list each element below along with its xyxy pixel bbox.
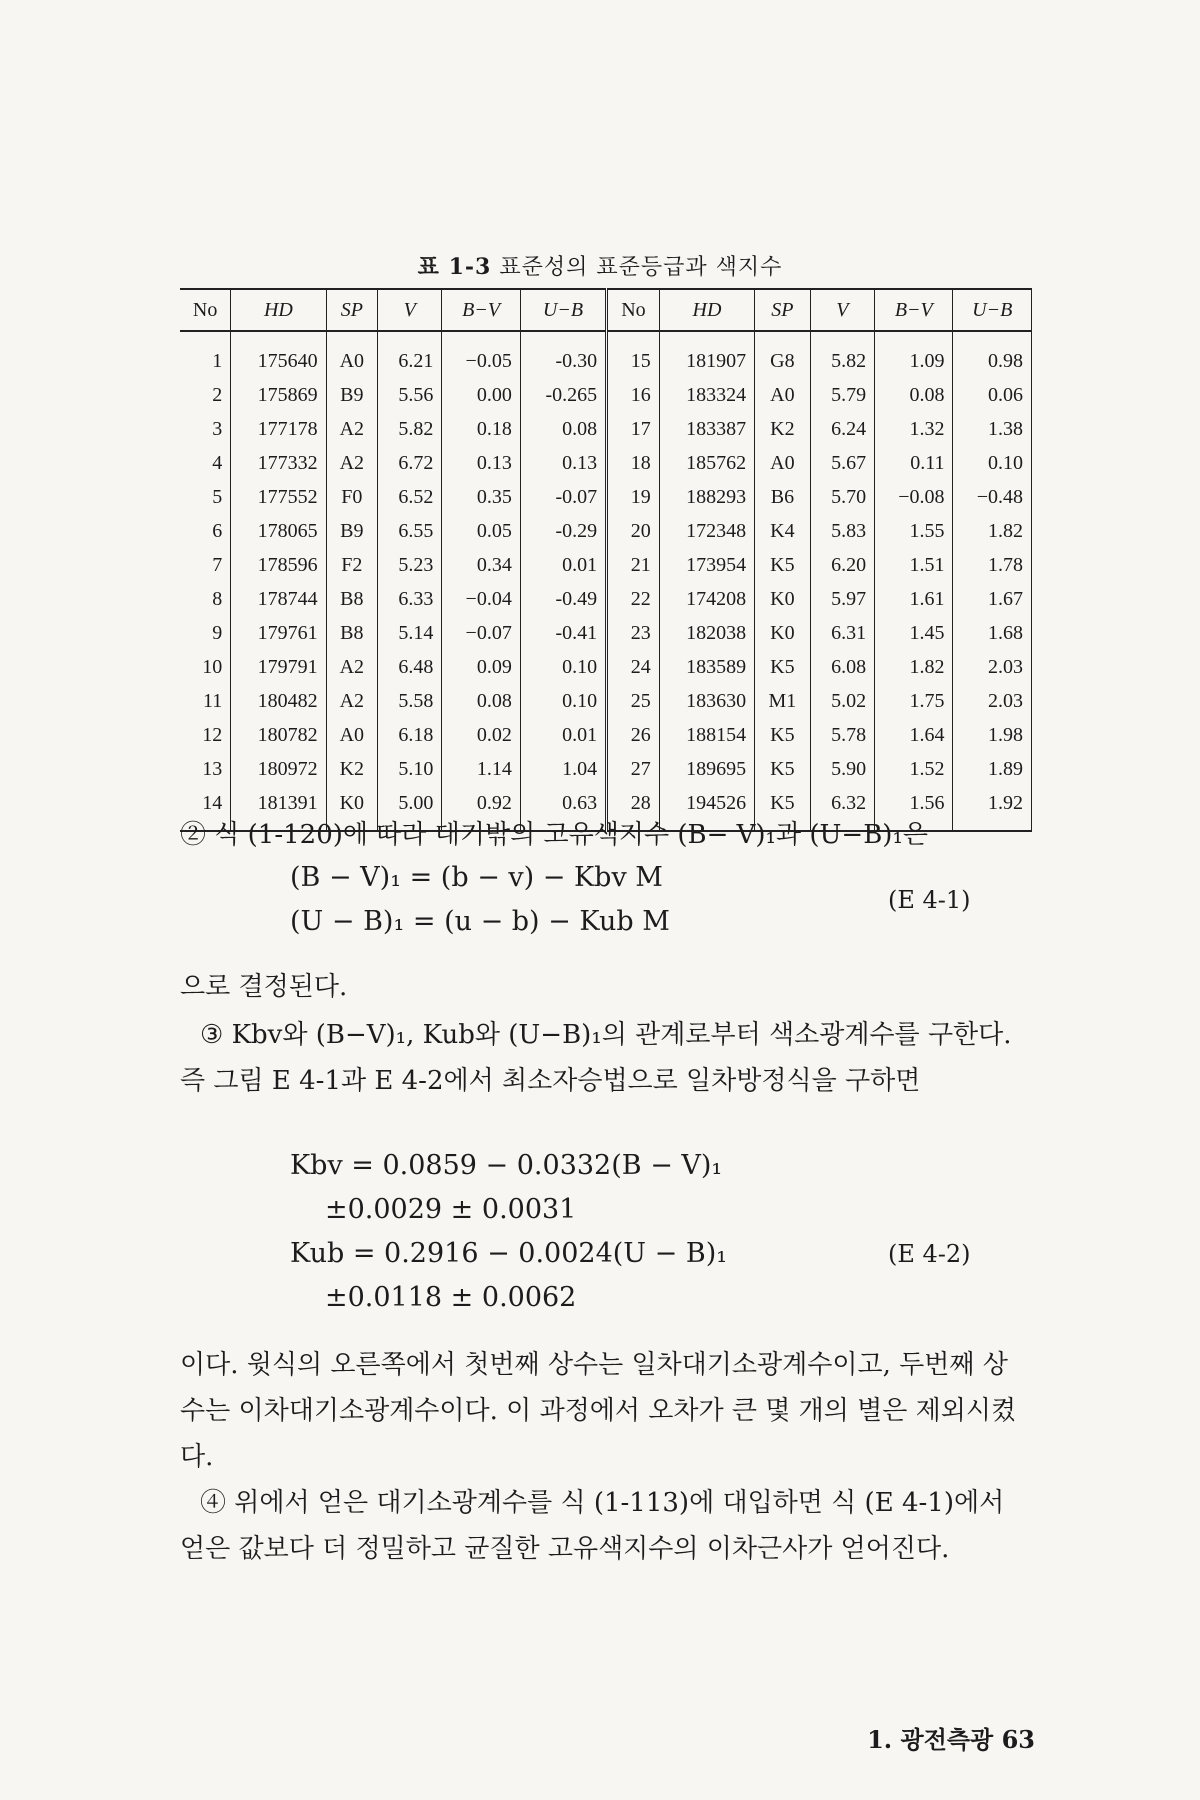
col-header: B−V xyxy=(442,289,520,331)
table-cell: 9 xyxy=(212,621,223,644)
table-cell: B9 xyxy=(326,514,377,548)
table-cell: 22 xyxy=(607,582,660,616)
table-row xyxy=(180,480,1032,514)
table-cell: 175869 xyxy=(231,378,326,412)
table-cell: 1.82 xyxy=(953,514,1032,548)
table-cell: 12 xyxy=(202,723,223,746)
table-cell: 6.55 xyxy=(378,514,442,548)
table-cell: 177332 xyxy=(231,446,326,480)
table-cell: A0 xyxy=(326,718,377,752)
standard-star-table xyxy=(180,288,1032,832)
table-cell: 5.90 xyxy=(810,752,874,786)
table-body xyxy=(180,331,1032,831)
table-cell: 172348 xyxy=(659,514,754,548)
table-row xyxy=(180,582,1032,616)
table-cell: 6.20 xyxy=(810,548,874,582)
table-cell: 1.82 xyxy=(875,650,953,684)
table-cell: -0.265 xyxy=(520,378,606,412)
table-cell: 183324 xyxy=(659,378,754,412)
table-cell: 0.34 xyxy=(442,548,520,582)
table-cell: 1.14 xyxy=(442,752,520,786)
table-row xyxy=(180,752,1032,786)
table-cell: K5 xyxy=(755,548,811,582)
step-2-end-text: 으로 결정된다. xyxy=(180,972,348,1002)
col-header: SP xyxy=(755,289,811,331)
table-cell: K0 xyxy=(755,616,811,650)
table-cell: 0.18 xyxy=(442,412,520,446)
table-cell: 0.13 xyxy=(520,446,606,480)
table-cell: 0.09 xyxy=(442,650,520,684)
table-cell: 5.79 xyxy=(810,378,874,412)
equation-e4-1-line2: (U − B)₁ = (u − b) − Kub M xyxy=(290,906,670,937)
equation-e4-2-line2: ±0.0029 ± 0.0031 xyxy=(325,1194,577,1225)
page-footer: 1. 광전측광 63 xyxy=(867,1725,1035,1754)
table-cell: A2 xyxy=(326,446,377,480)
table-cell: 179791 xyxy=(231,650,326,684)
table-cell: A0 xyxy=(326,331,377,378)
table-cell: 14 xyxy=(202,791,223,814)
table-cell: 2 xyxy=(212,383,223,406)
table-row xyxy=(180,331,1032,378)
col-header: SP xyxy=(326,289,377,331)
equation-e4-2-label: (E 4-2) xyxy=(888,1240,971,1268)
table-cell: 175640 xyxy=(231,331,326,378)
table-cell: 1.09 xyxy=(875,331,953,378)
table-cell: 5.97 xyxy=(810,582,874,616)
table-cell: 5.14 xyxy=(378,616,442,650)
col-header: V xyxy=(810,289,874,331)
table-cell: 1 xyxy=(212,349,223,372)
table-cell: B6 xyxy=(755,480,811,514)
table-cell: −0.07 xyxy=(442,616,520,650)
table-cell: 6.48 xyxy=(378,650,442,684)
table-row xyxy=(180,378,1032,412)
table-cell: F0 xyxy=(326,480,377,514)
table-cell: 183630 xyxy=(659,684,754,718)
table-caption-text: 표준성의 표준등급과 색지수 xyxy=(499,255,783,280)
equation-e4-1-line1: (B − V)₁ = (b − v) − Kbv M xyxy=(290,862,663,893)
table-cell: A2 xyxy=(326,650,377,684)
table-cell: 5.10 xyxy=(378,752,442,786)
table-cell: 0.35 xyxy=(442,480,520,514)
table-cell: 6.32 xyxy=(810,786,874,831)
table-cell: 179761 xyxy=(231,616,326,650)
paragraph-after-equation: 이다. 윗식의 오른쪽에서 첫번째 상수는 일차대기소광계수이고, 두번째 상수는 이차대기소광계수이다. 이 과정에서 오차가 큰 몇 개의 별은 제외시켰다. xyxy=(180,1350,1017,1472)
table-cell: 180482 xyxy=(231,684,326,718)
table-cell: 0.02 xyxy=(442,718,520,752)
table-cell: 1.55 xyxy=(875,514,953,548)
table-cell: 2.03 xyxy=(953,684,1032,718)
table-cell: 178744 xyxy=(231,582,326,616)
table-cell: 0.63 xyxy=(520,786,606,831)
table-cell: 0.08 xyxy=(520,412,606,446)
table-cell: A2 xyxy=(326,412,377,446)
table-cell: G8 xyxy=(755,331,811,378)
table-cell: 25 xyxy=(607,684,660,718)
table-cell: 1.32 xyxy=(875,412,953,446)
table-cell: 0.08 xyxy=(442,684,520,718)
table-cell: 5.83 xyxy=(810,514,874,548)
table-cell: K4 xyxy=(755,514,811,548)
table-cell: 1.78 xyxy=(953,548,1032,582)
table-cell: 4 xyxy=(212,451,223,474)
table-cell: 0.10 xyxy=(520,650,606,684)
table-cell: 10 xyxy=(202,655,223,678)
table-cell: 5 xyxy=(212,485,223,508)
table-cell: 8 xyxy=(212,587,223,610)
table-cell: 28 xyxy=(607,786,660,831)
table-cell: 1.52 xyxy=(875,752,953,786)
table-cell: 177178 xyxy=(231,412,326,446)
col-header: U−B xyxy=(520,289,606,331)
equation-e4-1-label: (E 4-1) xyxy=(888,886,971,914)
table-row xyxy=(180,412,1032,446)
step-4-text: ④ 위에서 얻은 대기소광계수를 식 (1-113)에 대입하면 식 (E 4-1)에서 얻은 값보다 더 정밀하고 균질한 고유색지수의 이차근사가 얻어진다. xyxy=(180,1488,1005,1564)
equation-e4-2-line1: Kbv = 0.0859 − 0.0332(B − V)₁ xyxy=(290,1150,723,1181)
table-cell: −0.08 xyxy=(875,480,953,514)
table-cell: -0.29 xyxy=(520,514,606,548)
table-cell: 1.51 xyxy=(875,548,953,582)
table-cell: K5 xyxy=(755,752,811,786)
table-cell: 0.10 xyxy=(953,446,1032,480)
table-cell: 0.01 xyxy=(520,548,606,582)
table-cell: 1.56 xyxy=(875,786,953,831)
table-cell: 15 xyxy=(607,331,660,378)
table-cell: 1.04 xyxy=(520,752,606,786)
table-cell: 1.98 xyxy=(953,718,1032,752)
table-cell: 177552 xyxy=(231,480,326,514)
table-cell: 1.45 xyxy=(875,616,953,650)
table-cell: 16 xyxy=(607,378,660,412)
table-row xyxy=(180,514,1032,548)
table-cell: 188154 xyxy=(659,718,754,752)
table-cell: 1.38 xyxy=(953,412,1032,446)
table-caption xyxy=(0,250,1200,281)
col-header: No xyxy=(607,289,660,331)
table-cell: A0 xyxy=(755,446,811,480)
table-cell: K5 xyxy=(755,786,811,831)
table-cell: 6.31 xyxy=(810,616,874,650)
table-cell: K5 xyxy=(755,718,811,752)
table-cell: 0.10 xyxy=(520,684,606,718)
table-cell: 7 xyxy=(212,553,223,576)
table-cell: 185762 xyxy=(659,446,754,480)
table-row xyxy=(180,650,1032,684)
table-cell: 181391 xyxy=(231,786,326,831)
table-cell: 5.02 xyxy=(810,684,874,718)
table-cell: K5 xyxy=(755,650,811,684)
table-cell: 0.01 xyxy=(520,718,606,752)
table-cell: 18 xyxy=(607,446,660,480)
table-cell: B8 xyxy=(326,582,377,616)
table-cell: 6.21 xyxy=(378,331,442,378)
table-cell: M1 xyxy=(755,684,811,718)
table-cell: 5.82 xyxy=(810,331,874,378)
table-cell: −0.48 xyxy=(953,480,1032,514)
table-cell: B8 xyxy=(326,616,377,650)
table-cell: 194526 xyxy=(659,786,754,831)
table-cell: -0.07 xyxy=(520,480,606,514)
table-cell: −0.05 xyxy=(442,331,520,378)
table-cell: 20 xyxy=(607,514,660,548)
table-cell: 17 xyxy=(607,412,660,446)
table-cell: 174208 xyxy=(659,582,754,616)
table-cell: 189695 xyxy=(659,752,754,786)
table-cell: 0.05 xyxy=(442,514,520,548)
table-cell: 173954 xyxy=(659,548,754,582)
table-cell: 0.11 xyxy=(875,446,953,480)
table-cell: 23 xyxy=(607,616,660,650)
table-cell: 5.58 xyxy=(378,684,442,718)
table-cell: 181907 xyxy=(659,331,754,378)
table-cell: 19 xyxy=(607,480,660,514)
table-cell: F2 xyxy=(326,548,377,582)
equation-e4-2-line4: ±0.0118 ± 0.0062 xyxy=(325,1282,577,1313)
table-cell: 0.08 xyxy=(875,378,953,412)
table-cell: A0 xyxy=(755,378,811,412)
table-cell: 182038 xyxy=(659,616,754,650)
table-cell: A2 xyxy=(326,684,377,718)
table-cell: K0 xyxy=(326,786,377,831)
table-cell: K0 xyxy=(755,582,811,616)
table-cell: 3 xyxy=(212,417,223,440)
col-header: U−B xyxy=(953,289,1032,331)
col-header: V xyxy=(378,289,442,331)
table-cell: 6.52 xyxy=(378,480,442,514)
table-cell: 0.00 xyxy=(442,378,520,412)
table-cell: -0.30 xyxy=(520,331,606,378)
table-cell: 6.24 xyxy=(810,412,874,446)
step-3-text: ③ Kbv와 (B−V)₁, Kub와 (U−B)₁의 관계로부터 색소광계수를 구한다. 즉 그림 E 4-1과 E 4-2에서 최소자승법으로 일차방정식을 구하면 xyxy=(180,1020,1012,1096)
table-row xyxy=(180,684,1032,718)
table-row xyxy=(180,446,1032,480)
step-2-text: ② 식 (1-120)에 따라 대기밖의 고유색지수 (B− V)₁과 (U−B)₁은 xyxy=(180,820,928,850)
table-cell: 1.75 xyxy=(875,684,953,718)
table-cell: 6.72 xyxy=(378,446,442,480)
table-cell: 6 xyxy=(212,519,223,542)
table-cell: 6.33 xyxy=(378,582,442,616)
equation-e4-2-line3: Kub = 0.2916 − 0.0024(U − B)₁ xyxy=(290,1238,728,1269)
table-cell: 178596 xyxy=(231,548,326,582)
table-caption-label: 표 1-3 xyxy=(417,254,492,280)
table-cell: 5.00 xyxy=(378,786,442,831)
table-cell: 188293 xyxy=(659,480,754,514)
table-cell: 6.08 xyxy=(810,650,874,684)
table-cell: 180972 xyxy=(231,752,326,786)
table-row xyxy=(180,718,1032,752)
table-cell: 183589 xyxy=(659,650,754,684)
table-cell: 1.92 xyxy=(953,786,1032,831)
table-cell: 1.64 xyxy=(875,718,953,752)
table-cell: 5.82 xyxy=(378,412,442,446)
col-header: No xyxy=(180,289,231,331)
table-cell: 5.78 xyxy=(810,718,874,752)
col-header: HD xyxy=(659,289,754,331)
table-cell: -0.49 xyxy=(520,582,606,616)
table-cell: 27 xyxy=(607,752,660,786)
col-header: HD xyxy=(231,289,326,331)
table-cell: 5.56 xyxy=(378,378,442,412)
table-header-row xyxy=(180,289,1032,331)
table-cell: 1.61 xyxy=(875,582,953,616)
table-cell: 0.98 xyxy=(953,331,1032,378)
table-cell: 0.92 xyxy=(442,786,520,831)
table-cell: B9 xyxy=(326,378,377,412)
table-cell: -0.41 xyxy=(520,616,606,650)
table-cell: 26 xyxy=(607,718,660,752)
table-cell: 21 xyxy=(607,548,660,582)
table-cell: 0.13 xyxy=(442,446,520,480)
table-cell: 5.23 xyxy=(378,548,442,582)
table-cell: 6.18 xyxy=(378,718,442,752)
table-cell: 1.68 xyxy=(953,616,1032,650)
table-cell: 1.89 xyxy=(953,752,1032,786)
table-row xyxy=(180,548,1032,582)
table-cell: 180782 xyxy=(231,718,326,752)
table-cell: 11 xyxy=(202,689,223,712)
table-cell: 183387 xyxy=(659,412,754,446)
table-cell: 2.03 xyxy=(953,650,1032,684)
table-cell: 5.67 xyxy=(810,446,874,480)
table-cell: 13 xyxy=(202,757,223,780)
table-cell: 24 xyxy=(607,650,660,684)
table-cell: −0.04 xyxy=(442,582,520,616)
table-cell: 0.06 xyxy=(953,378,1032,412)
col-header: B−V xyxy=(875,289,953,331)
table-row xyxy=(180,616,1032,650)
table-cell: K2 xyxy=(326,752,377,786)
table-cell: K2 xyxy=(755,412,811,446)
table-cell: 1.67 xyxy=(953,582,1032,616)
table-cell: 5.70 xyxy=(810,480,874,514)
table-cell: 178065 xyxy=(231,514,326,548)
